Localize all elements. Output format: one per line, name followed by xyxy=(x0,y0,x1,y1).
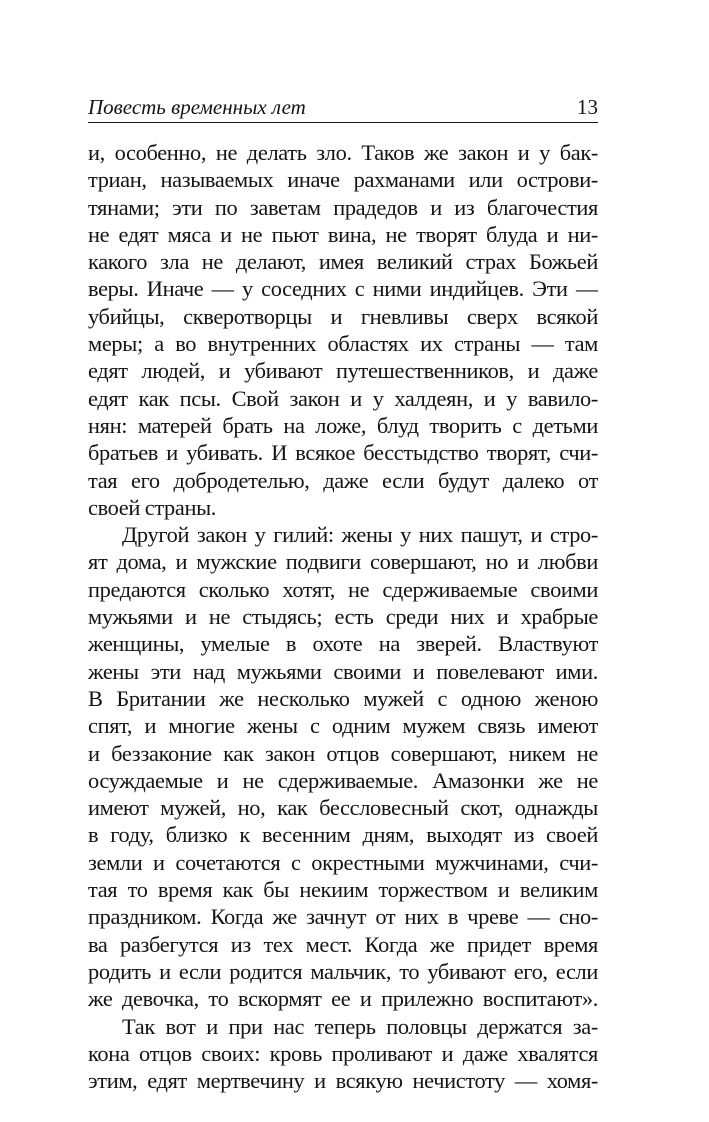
text-line: убийцы, скверотворцы и гневливы сверх всякой xyxy=(88,303,598,329)
paragraph-2 xyxy=(88,521,598,1012)
text-line: Другой закон у гилий: жены у них пашут, и стро- xyxy=(122,522,598,548)
body-text xyxy=(88,139,598,1094)
text-line: предаются сколько хотят, не сдерживаемые своими xyxy=(88,576,598,602)
text-line: братьев и убивать. И всякое бесстыдство творят, счи- xyxy=(88,440,598,466)
text-line: же девочка, то вскормят ее и прилежно воспитают». xyxy=(88,986,598,1012)
text-line: спят, и многие жены с одним мужем связь имеют xyxy=(88,713,598,739)
text-line: кона отцов своих: кровь проливают и даже хвалятся xyxy=(88,1040,598,1066)
page-number: 13 xyxy=(577,95,598,119)
text-line: В Британии же несколько мужей с одною женою xyxy=(88,685,598,711)
text-line: родить и если родится мальчик, то убивают его, если xyxy=(88,958,598,984)
text-line: тянами; эти по заветам прадедов и из благочестия xyxy=(88,194,598,220)
book-page xyxy=(88,92,598,1094)
text-line: и беззаконие как закон отцов совершают, никем не xyxy=(88,740,598,766)
text-line: едят людей, и убивают путешественников, и даже xyxy=(88,358,598,384)
text-line: едят как псы. Свой закон и у халдеян, и у вавило- xyxy=(88,385,598,411)
text-line: и, особенно, не делать зло. Таков же закон и у бак- xyxy=(88,140,598,165)
text-line: нян: матерей брать на ложе, блуд творить с детьми xyxy=(88,412,598,438)
text-line: не едят мяса и не пьют вина, не творят блуда и ни- xyxy=(88,221,598,247)
text-line: земли и сочетаются с окрестными мужчинами, счи- xyxy=(88,849,598,875)
text-line: своей страны. xyxy=(88,494,217,520)
running-title: Повесть временных лет xyxy=(88,95,306,119)
text-line: тая его добродетелью, даже если будут далеко от xyxy=(88,467,598,493)
text-line: женщины, умелые в охоте на зверей. Властвуют xyxy=(88,631,598,657)
text-line: жены эти над мужьями своими и повелевают ими. xyxy=(88,658,598,684)
text-line: веры. Иначе — у соседних с ними индийцев. Эти — xyxy=(88,276,598,302)
text-line: Так вот и при нас теперь половцы держатся за- xyxy=(122,1013,598,1039)
paragraph-1 xyxy=(88,139,598,521)
text-line: тая то время как бы некиим торжеством и великим xyxy=(88,877,598,903)
text-line: мужьями и не стыдясь; есть среди них и храбрые xyxy=(88,604,598,630)
text-line: ят дома, и мужские подвиги совершают, но и любви xyxy=(88,549,598,575)
text-line: ва разбегутся из тех мест. Когда же придет время xyxy=(88,931,598,957)
running-head xyxy=(88,92,598,123)
text-line: имеют мужей, но, как бессловесный скот, однажды xyxy=(88,795,598,821)
text-line: праздником. Когда же зачнут от них в чреве — сно- xyxy=(88,904,598,930)
text-line: в году, близко к весенним дням, выходят из своей xyxy=(88,822,598,848)
text-line: какого зла не делают, имея великий страх Божьей xyxy=(88,249,598,275)
text-line: этим, едят мертвечину и всякую нечистоту — хомя- xyxy=(88,1068,598,1094)
text-line: триан, называемых иначе рахманами или острови- xyxy=(88,167,598,193)
text-line: осуждаемые и не сдерживаемые. Амазонки же не xyxy=(88,767,598,793)
text-line: меры; а во внутренних областях их страны — там xyxy=(88,331,598,357)
paragraph-3 xyxy=(88,1013,598,1095)
